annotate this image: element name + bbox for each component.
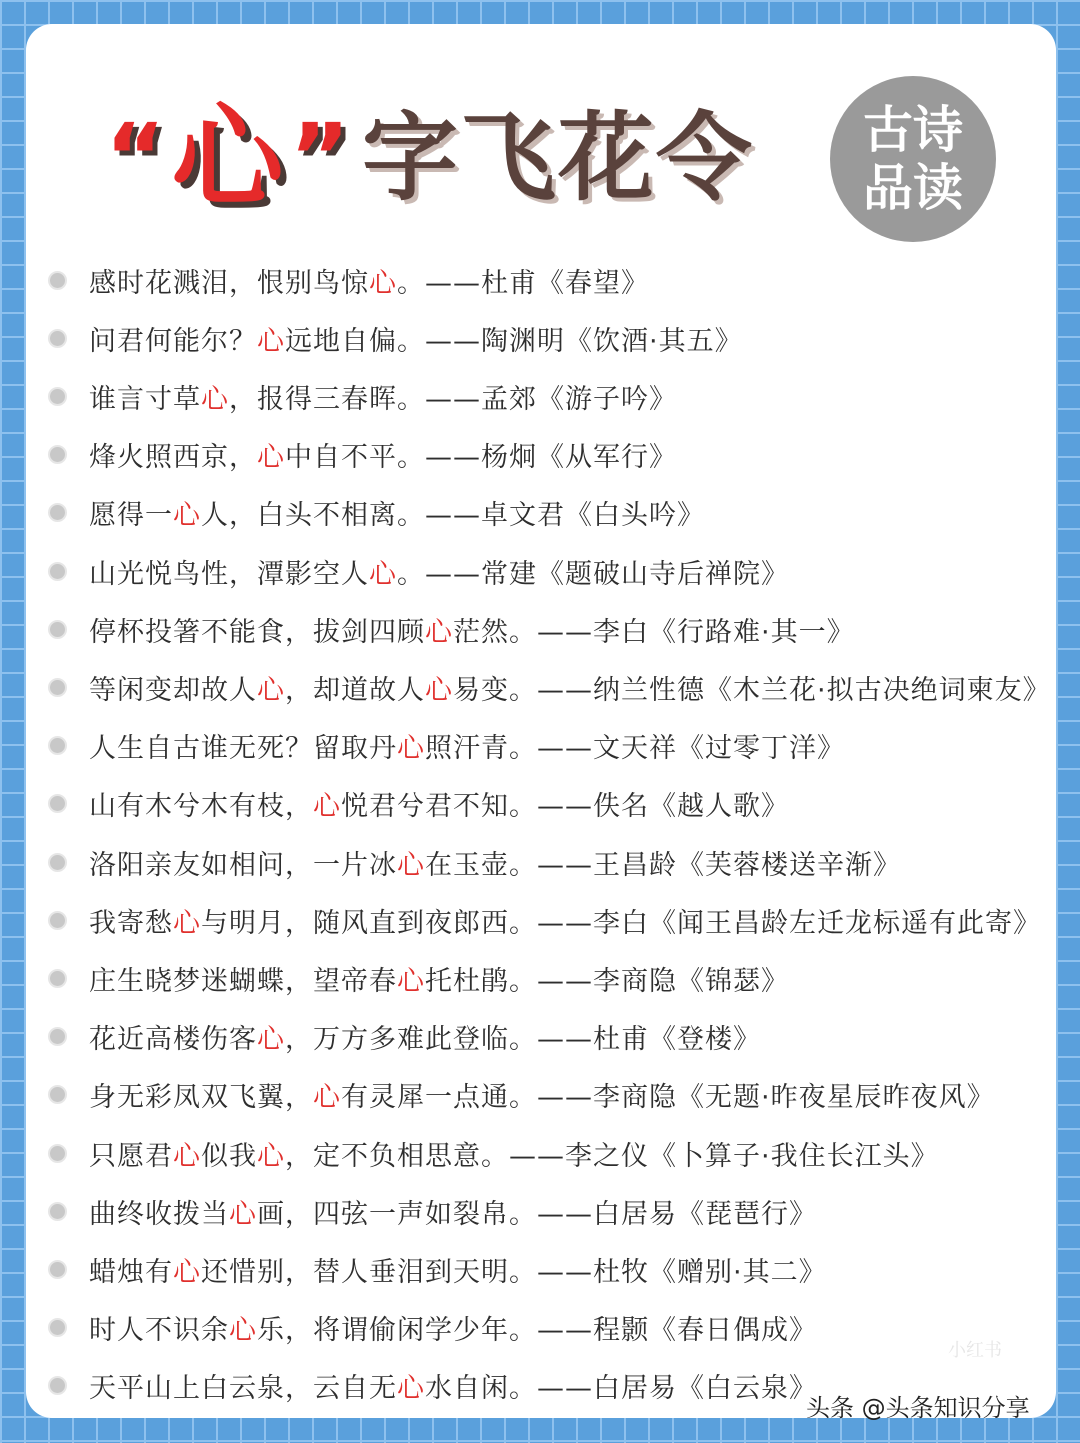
poem-text: 与明月，随风直到夜郎西。——李白《闻王昌龄左迁龙标遥有此寄》 (201, 907, 1041, 939)
poem-text: 茫然。——李白《行路难·其一》 (453, 616, 855, 648)
badge-circle (830, 76, 996, 242)
poem-text: 托杜鹃。——李商隐《锦瑟》 (425, 965, 789, 997)
highlight-char: 心 (257, 1140, 285, 1172)
poem-text: 易变。——纳兰性德《木兰花·拟古决绝词柬友》 (453, 674, 1051, 706)
list-item (48, 781, 789, 827)
bullet-dot-icon (48, 853, 67, 872)
title-quote-open: “ (105, 104, 166, 211)
highlight-char: 心 (369, 558, 397, 590)
poem-text: 山有木兮木有枝， (89, 791, 313, 823)
poem-line (89, 1075, 995, 1114)
list-item (48, 1014, 761, 1060)
title-rest: 字飞花令 (361, 102, 754, 214)
list-item (48, 664, 1051, 710)
bullet-dot-icon (48, 1144, 67, 1163)
list-item (48, 897, 1041, 943)
bullet-dot-icon (48, 445, 67, 464)
highlight-char: 心 (425, 616, 453, 648)
highlight-char: 心 (173, 1256, 201, 1288)
poem-text: 时人不识余 (89, 1315, 229, 1347)
poem-line (89, 493, 705, 532)
list-item (48, 1072, 995, 1118)
highlight-char: 心 (173, 1140, 201, 1172)
bullet-dot-icon (48, 911, 67, 930)
bullet-dot-icon (48, 1260, 67, 1279)
poem-text: 水自闲。——白居易《白云泉》 (425, 1373, 817, 1405)
poem-line (89, 435, 677, 474)
poem-text: 人，白头不相离。——卓文君《白头吟》 (201, 500, 705, 532)
poem-text: 谁言寸草 (89, 383, 201, 415)
poem-text: 在玉壶。——王昌龄《芙蓉楼送辛渐》 (425, 849, 901, 881)
poem-text: 只愿君 (89, 1140, 173, 1172)
title-quote-close: ” (289, 104, 350, 211)
poem-text: 停杯投箸不能食，拔剑四顾 (89, 616, 425, 648)
poem-text: 似我 (201, 1140, 257, 1172)
poem-text: 烽火照西京， (89, 442, 257, 474)
list-item (48, 1188, 817, 1234)
bullet-dot-icon (48, 1318, 67, 1337)
poem-line (89, 901, 1041, 940)
highlight-char: 心 (257, 1024, 285, 1056)
page-title (105, 88, 754, 228)
list-item (48, 1363, 817, 1409)
badge-line2: 品读 (863, 159, 963, 217)
poem-text: 身无彩凤双飞翼， (89, 1082, 313, 1114)
list-item (48, 955, 789, 1001)
poem-text: 曲终收拨当 (89, 1198, 229, 1230)
highlight-char: 心 (369, 267, 397, 299)
list-item (48, 1246, 827, 1292)
list-item (48, 432, 677, 478)
poem-text: 感时花溅泪，恨别鸟惊 (89, 267, 369, 299)
highlight-char: 心 (257, 442, 285, 474)
bullet-dot-icon (48, 736, 67, 755)
bullet-dot-icon (48, 678, 67, 697)
poem-text: ，报得三春晖。——孟郊《游子吟》 (229, 383, 677, 415)
poem-line (89, 1366, 817, 1405)
list-item (48, 1130, 939, 1176)
poem-line (89, 668, 1051, 707)
poem-text: 愿得一 (89, 500, 173, 532)
list-item (48, 1305, 817, 1351)
bullet-dot-icon (48, 503, 67, 522)
poem-text: 庄生晓梦迷蝴蝶，望帝春 (89, 965, 397, 997)
poem-line (89, 1134, 939, 1173)
poem-line (89, 1017, 761, 1056)
highlight-char: 心 (173, 500, 201, 532)
bullet-dot-icon (48, 1027, 67, 1046)
highlight-char: 心 (229, 1198, 257, 1230)
poem-text: 蜡烛有 (89, 1256, 173, 1288)
bullet-dot-icon (48, 1085, 67, 1104)
bullet-dot-icon (48, 1376, 67, 1395)
bullet-dot-icon (48, 329, 67, 348)
list-item (48, 606, 855, 652)
poem-line (89, 552, 789, 591)
poem-text: 中自不平。——杨炯《从军行》 (285, 442, 677, 474)
poem-line (89, 319, 743, 358)
list-item (48, 839, 901, 885)
poem-text: 悦君兮君不知。——佚名《越人歌》 (341, 791, 789, 823)
highlight-char: 心 (397, 849, 425, 881)
bullet-dot-icon (48, 562, 67, 581)
title-char: 心 (171, 93, 284, 223)
bullet-dot-icon (48, 387, 67, 406)
list-item (48, 373, 677, 419)
highlight-char: 心 (313, 791, 341, 823)
poem-text: 天平山上白云泉，云自无 (89, 1373, 397, 1405)
poem-line (89, 726, 845, 765)
bullet-dot-icon (48, 271, 67, 290)
highlight-char: 心 (397, 1373, 425, 1405)
bullet-dot-icon (48, 1202, 67, 1221)
poem-text: 。——杜甫《春望》 (397, 267, 649, 299)
poem-text: 远地自偏。——陶渊明《饮酒·其五》 (285, 325, 743, 357)
highlight-char: 心 (397, 733, 425, 765)
highlight-char: 心 (313, 1082, 341, 1114)
list-item (48, 490, 705, 536)
poem-text: 。——常建《题破山寺后禅院》 (397, 558, 789, 590)
footer-credit: 头条 @头条知识分享 (806, 1394, 1030, 1422)
poem-text: 洛阳亲友如相问，一片冰 (89, 849, 397, 881)
poem-line (89, 1308, 817, 1347)
poem-line (89, 843, 901, 882)
highlight-char: 心 (229, 1315, 257, 1347)
poem-text: 花近高楼伤客 (89, 1024, 257, 1056)
list-item (48, 257, 649, 303)
poem-line (89, 261, 649, 300)
highlight-char: 心 (257, 674, 285, 706)
list-item (48, 315, 743, 361)
highlight-char: 心 (257, 325, 285, 357)
poem-line (89, 610, 855, 649)
poem-text: 等闲变却故人 (89, 674, 257, 706)
badge-line1: 古诗 (863, 101, 963, 159)
poem-text: ，万方多难此登临。——杜甫《登楼》 (285, 1024, 761, 1056)
highlight-char: 心 (201, 383, 229, 415)
list-item (48, 548, 789, 594)
bullet-dot-icon (48, 969, 67, 988)
highlight-char: 心 (173, 907, 201, 939)
poem-line (89, 1192, 817, 1231)
poem-text: 我寄愁 (89, 907, 173, 939)
poem-text: 画，四弦一声如裂帛。——白居易《琵琶行》 (257, 1198, 817, 1230)
highlight-char: 心 (425, 674, 453, 706)
poem-text: 照汗青。——文天祥《过零丁洋》 (425, 733, 845, 765)
poem-line (89, 784, 789, 823)
poem-text: 乐，将谓偷闲学少年。——程颢《春日偶成》 (257, 1315, 817, 1347)
poem-text: ，定不负相思意。——李之仪《卜算子·我住长江头》 (285, 1140, 939, 1172)
poem-text: 问君何能尔？ (89, 325, 257, 357)
watermark: 小红书 (948, 1340, 1002, 1361)
poem-line (89, 377, 677, 416)
poem-text: 人生自古谁无死？留取丹 (89, 733, 397, 765)
list-item (48, 723, 845, 769)
bullet-dot-icon (48, 620, 67, 639)
poem-line (89, 1250, 827, 1289)
poem-text: ，却道故人 (285, 674, 425, 706)
poem-line (89, 959, 789, 998)
bullet-dot-icon (48, 794, 67, 813)
highlight-char: 心 (397, 965, 425, 997)
poem-text: 还惜别，替人垂泪到天明。——杜牧《赠别·其二》 (201, 1256, 827, 1288)
poem-text: 有灵犀一点通。——李商隐《无题·昨夜星辰昨夜风》 (341, 1082, 995, 1114)
poem-text: 山光悦鸟性，潭影空人 (89, 558, 369, 590)
